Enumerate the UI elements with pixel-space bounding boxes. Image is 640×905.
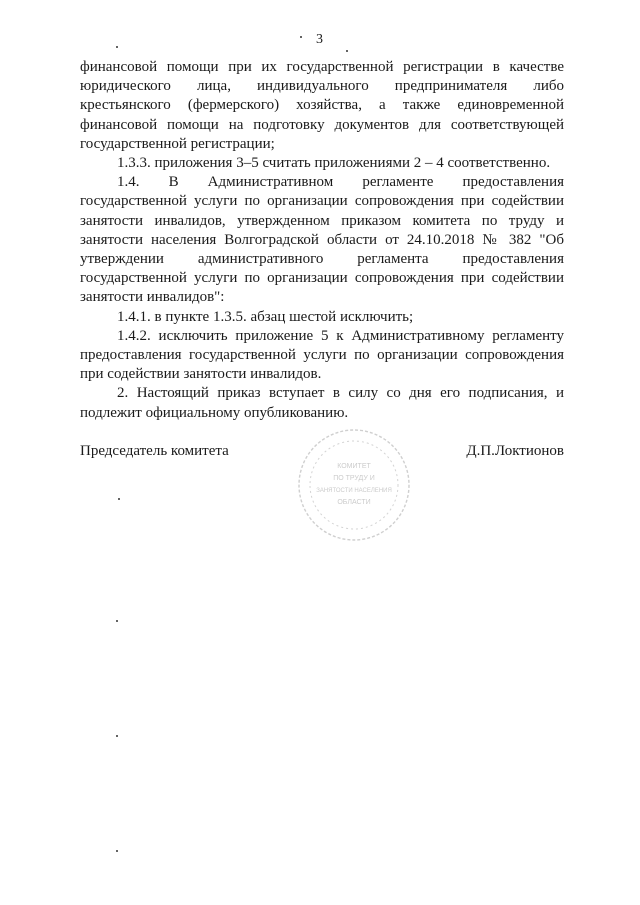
official-stamp-seal bbox=[292, 426, 416, 544]
scan-mark bbox=[118, 498, 120, 500]
scan-mark bbox=[346, 50, 348, 52]
paragraph-1-4-1: 1.4.1. в пункте 1.3.5. абзац шестой исключить; bbox=[117, 308, 414, 325]
scan-mark bbox=[116, 850, 118, 852]
scan-mark bbox=[116, 46, 118, 48]
paragraph-1-3-3: 1.3.3. приложения 3–5 считать приложениями 2 – 4 соответственно. bbox=[117, 155, 551, 172]
scan-mark bbox=[300, 36, 302, 38]
stamp-line-4: ОБЛАСТИ bbox=[337, 499, 371, 506]
scan-mark bbox=[116, 735, 118, 737]
scan-mark bbox=[116, 620, 118, 622]
signatory-position: Председатель комитета bbox=[80, 443, 229, 459]
signatory-name: Д.П.Локтионов bbox=[466, 443, 564, 459]
stamp-line-3: ЗАНЯТОСТИ НАСЕЛЕНИЯ bbox=[316, 488, 392, 494]
page-number: 3 bbox=[316, 32, 323, 47]
stamp-line-2: ПО ТРУДУ И bbox=[333, 475, 375, 482]
paragraph-continuation: финансовой помощи при их государственной регистрации в качестве юридического лица, индивидуального предпринимателя либо крестьянского (фермерского) хозяйства, а также единовременной финансовой помощи на подготовку документов для соответствующей государственной регистрации; bbox=[80, 59, 564, 152]
stamp-line-1: КОМИТЕТ bbox=[337, 463, 371, 470]
document-body bbox=[80, 58, 564, 423]
paragraph-1-4-2: 1.4.2. исключить приложение 5 к Административному регламенту предоставления государственной услуги по организации сопровождения при содействии занятости инвалидов. bbox=[80, 327, 564, 383]
paragraph-1-4: 1.4. В Административном регламенте предоставления государственной услуги по организации сопровождения при содействии занятости инвалидов, утвержденном приказом комитета по труду и занятости населения Волгоградской области от 24.10.2018 № 382 "Об утверждении административного регламента предоставления государственной услуги по организации сопровождения при содействии занятости инвалидов": bbox=[80, 174, 564, 306]
paragraph-2: 2. Настоящий приказ вступает в силу со дня его подписания, и подлежит официальному опубликованию. bbox=[80, 385, 564, 421]
